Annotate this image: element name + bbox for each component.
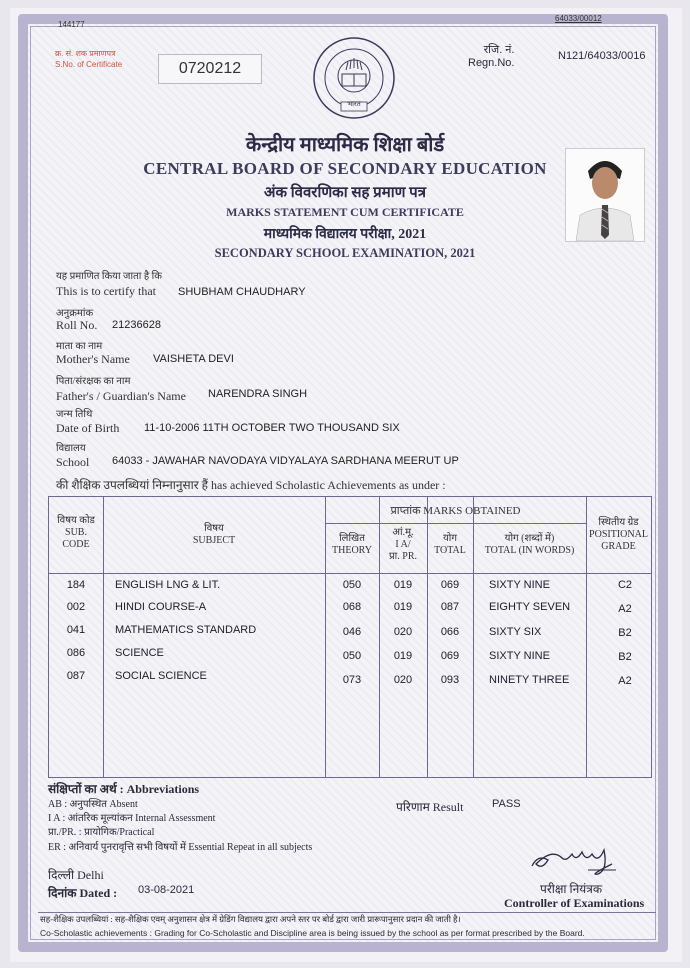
- abbreviations-title: संक्षिप्तों का अर्थ : Abbreviations: [48, 782, 200, 796]
- board-name-english: CENTRAL BOARD OF SECONDARY EDUCATION: [143, 159, 547, 178]
- header-ia-english: I A/: [395, 539, 411, 550]
- dated-label: दिनांक Dated :: [48, 886, 118, 900]
- row-ia: 019: [393, 601, 413, 613]
- header-code: [49, 515, 103, 551]
- row-total: 066: [440, 626, 460, 638]
- certificate-number: 0720212: [158, 54, 262, 84]
- header-ia: [379, 527, 427, 563]
- controller-signature: [528, 840, 618, 880]
- row-grade: C2: [617, 579, 633, 591]
- header-ia-hindi: आं.मू.: [392, 527, 414, 538]
- header-total-english: TOTAL: [434, 545, 466, 556]
- header-code-hindi: विषय कोड: [57, 515, 95, 526]
- row-code: 041: [66, 624, 86, 636]
- row-grade: B2: [618, 651, 632, 663]
- row-ia: 019: [393, 650, 413, 662]
- regn-label-hindi: रजि. नं.: [483, 44, 515, 56]
- certificate-no-label-english: S.No. of Certificate: [55, 60, 123, 69]
- row-grade: B2: [618, 627, 632, 639]
- abbreviation-practical: प्रा./PR. : प्रायोगिक/Practical: [48, 827, 155, 838]
- issue-date: 03-08-2021: [138, 884, 195, 896]
- row-grade: A2: [618, 603, 632, 615]
- row-code: 184: [66, 579, 86, 591]
- header-total-words: [473, 533, 586, 557]
- row-words: NINETY THREE: [489, 674, 570, 686]
- header-grade: [586, 517, 651, 553]
- co-scholastic-note: Co-Scholastic achievements : Grading for Co-Scholastic and Discipline area is being issued by the school as per format prescribed by the Board.: [40, 928, 585, 938]
- regn-label: [468, 44, 514, 70]
- header-total-hindi: योग: [442, 533, 458, 544]
- result-label: परिणाम Result: [396, 800, 464, 814]
- school-label: School: [56, 455, 90, 469]
- row-ia: 020: [393, 674, 413, 686]
- regn-number: N121/64033/0016: [558, 50, 646, 62]
- row-words: EIGHTY SEVEN: [489, 601, 571, 613]
- header-theory-hindi: लिखित: [339, 533, 365, 544]
- row-subject: HINDI COURSE-A: [115, 601, 207, 613]
- serial-right: 64033/00012: [555, 14, 602, 23]
- abbreviation-ia: I A : आंतरिक मूल्यांकन Internal Assessment: [48, 813, 216, 824]
- row-theory: 046: [342, 626, 362, 638]
- row-subject: ENGLISH LNG & LIT.: [115, 579, 221, 591]
- row-theory: 050: [342, 650, 362, 662]
- place-delhi: दिल्ली Delhi: [48, 868, 104, 882]
- row-ia: 019: [393, 579, 413, 591]
- row-total: 093: [440, 674, 460, 686]
- board-name-hindi: केन्द्रीय माध्यमिक शिक्षा बोर्ड: [245, 134, 445, 156]
- abbreviation-er: ER : अनिवार्य पुनरावृत्ति सभी विषयों में Essential Repeat in all subjects: [48, 842, 313, 853]
- abbreviation-absent: AB : अनुपस्थित Absent: [48, 799, 138, 810]
- student-name: SHUBHAM CHAUDHARY: [178, 286, 306, 298]
- father-label: Father's / Guardian's Name: [56, 389, 186, 403]
- document-title-hindi: अंक विवरणिका सह प्रमाण पत्र: [264, 185, 426, 201]
- row-code: 086: [66, 647, 86, 659]
- roll-label-hindi: अनुक्रमांक: [56, 308, 94, 319]
- serial-left: 144177: [58, 20, 85, 29]
- achievement-statement: की शैक्षिक उपलब्धियां निम्नानुसार हैं has achieved Scholastic Achievements as under :: [56, 478, 446, 492]
- row-total: 069: [440, 650, 460, 662]
- row-code: 087: [66, 670, 86, 682]
- father-name: NARENDRA SINGH: [208, 388, 308, 400]
- header-grade-line2: GRADE: [601, 541, 636, 552]
- header-theory-english: THEORY: [332, 545, 372, 556]
- row-words: SIXTY NINE: [489, 579, 550, 591]
- row-words: SIXTY SIX: [489, 626, 542, 638]
- header-code-line1: SUB.: [65, 527, 87, 538]
- row-words: SIXTY NINE: [489, 650, 550, 662]
- co-scholastic-note-hindi: सह-शैक्षिक उपलब्धियां : सह-शैक्षिक एवम् अनुशासन क्षेत्र में ग्रेडिंग विद्यालय द्वारा अपने स्तर पर बोर्ड द्वारा जारी प्रारूपानुसार प्रदान की जाती है।: [40, 914, 461, 924]
- dob-label: Date of Birth: [56, 421, 120, 435]
- certificate-no-label-hindi: क्र. सं. शक प्रमाणपत्र: [55, 49, 116, 58]
- header-code-line2: CODE: [62, 539, 90, 550]
- controller-title-hindi: परीक्षा नियंत्रक: [540, 882, 603, 896]
- row-subject: MATHEMATICS STANDARD: [115, 624, 257, 636]
- row-subject: SCIENCE: [115, 647, 164, 659]
- document-title-english: MARKS STATEMENT CUM CERTIFICATE: [226, 205, 464, 219]
- row-total: 069: [440, 579, 460, 591]
- logo-caption: भारत: [347, 100, 361, 108]
- row-code: 002: [66, 601, 86, 613]
- result-value: PASS: [492, 798, 521, 810]
- school-name: 64033 - JAWAHAR NAVODAYA VIDYALAYA SARDHANA MEERUT UP: [112, 455, 459, 467]
- header-total: [427, 533, 473, 557]
- mother-label: Mother's Name: [56, 352, 130, 366]
- header-total-words-hindi: योग (शब्दों में): [504, 533, 555, 544]
- row-theory: 068: [342, 601, 362, 613]
- header-theory: [325, 533, 379, 557]
- dob-label-hindi: जन्म तिथि: [56, 409, 93, 420]
- mother-label-hindi: माता का नाम: [56, 341, 103, 352]
- father-label-hindi: पिता/संरक्षक का नाम: [56, 376, 131, 387]
- header-subject-hindi: विषय: [204, 523, 224, 534]
- row-theory: 050: [342, 579, 362, 591]
- header-ia-practical: प्रा. PR.: [388, 551, 417, 562]
- row-ia: 020: [393, 626, 413, 638]
- school-label-hindi: विद्यालय: [56, 443, 86, 454]
- controller-title: Controller of Examinations: [504, 896, 645, 910]
- certificate-no-label: [55, 48, 122, 70]
- roll-label: Roll No.: [56, 318, 98, 332]
- header-marks-obtained: प्राप्तांक MARKS OBTAINED: [390, 505, 521, 517]
- header-subject: [103, 523, 325, 547]
- regn-label-english: Regn.No.: [468, 57, 515, 69]
- date-of-birth: 11-10-2006 11TH OCTOBER TWO THOUSAND SIX: [144, 422, 400, 434]
- header-grade-line1: POSITIONAL: [589, 529, 648, 540]
- mother-name: VAISHETA DEVI: [153, 353, 234, 365]
- row-grade: A2: [618, 675, 632, 687]
- exam-title-hindi: माध्यमिक विद्यालय परीक्षा, 2021: [263, 227, 427, 242]
- certify-label: This is to certify that: [56, 284, 156, 298]
- row-subject: SOCIAL SCIENCE: [115, 670, 207, 682]
- exam-title-english: SECONDARY SCHOOL EXAMINATION, 2021: [214, 246, 476, 260]
- certify-label-hindi: यह प्रमाणित किया जाता है कि: [56, 271, 162, 282]
- header-grade-hindi: स्थितीय ग्रेड: [598, 517, 639, 528]
- roll-number: 21236628: [112, 319, 161, 331]
- cbse-logo-icon: [312, 36, 396, 120]
- row-total: 087: [440, 601, 460, 613]
- row-theory: 073: [342, 674, 362, 686]
- header-total-words-english: TOTAL (IN WORDS): [484, 545, 575, 556]
- footer-divider: [38, 912, 656, 913]
- header-subject-english: SUBJECT: [192, 535, 236, 546]
- marks-table: [48, 496, 652, 778]
- student-photo: [565, 148, 645, 242]
